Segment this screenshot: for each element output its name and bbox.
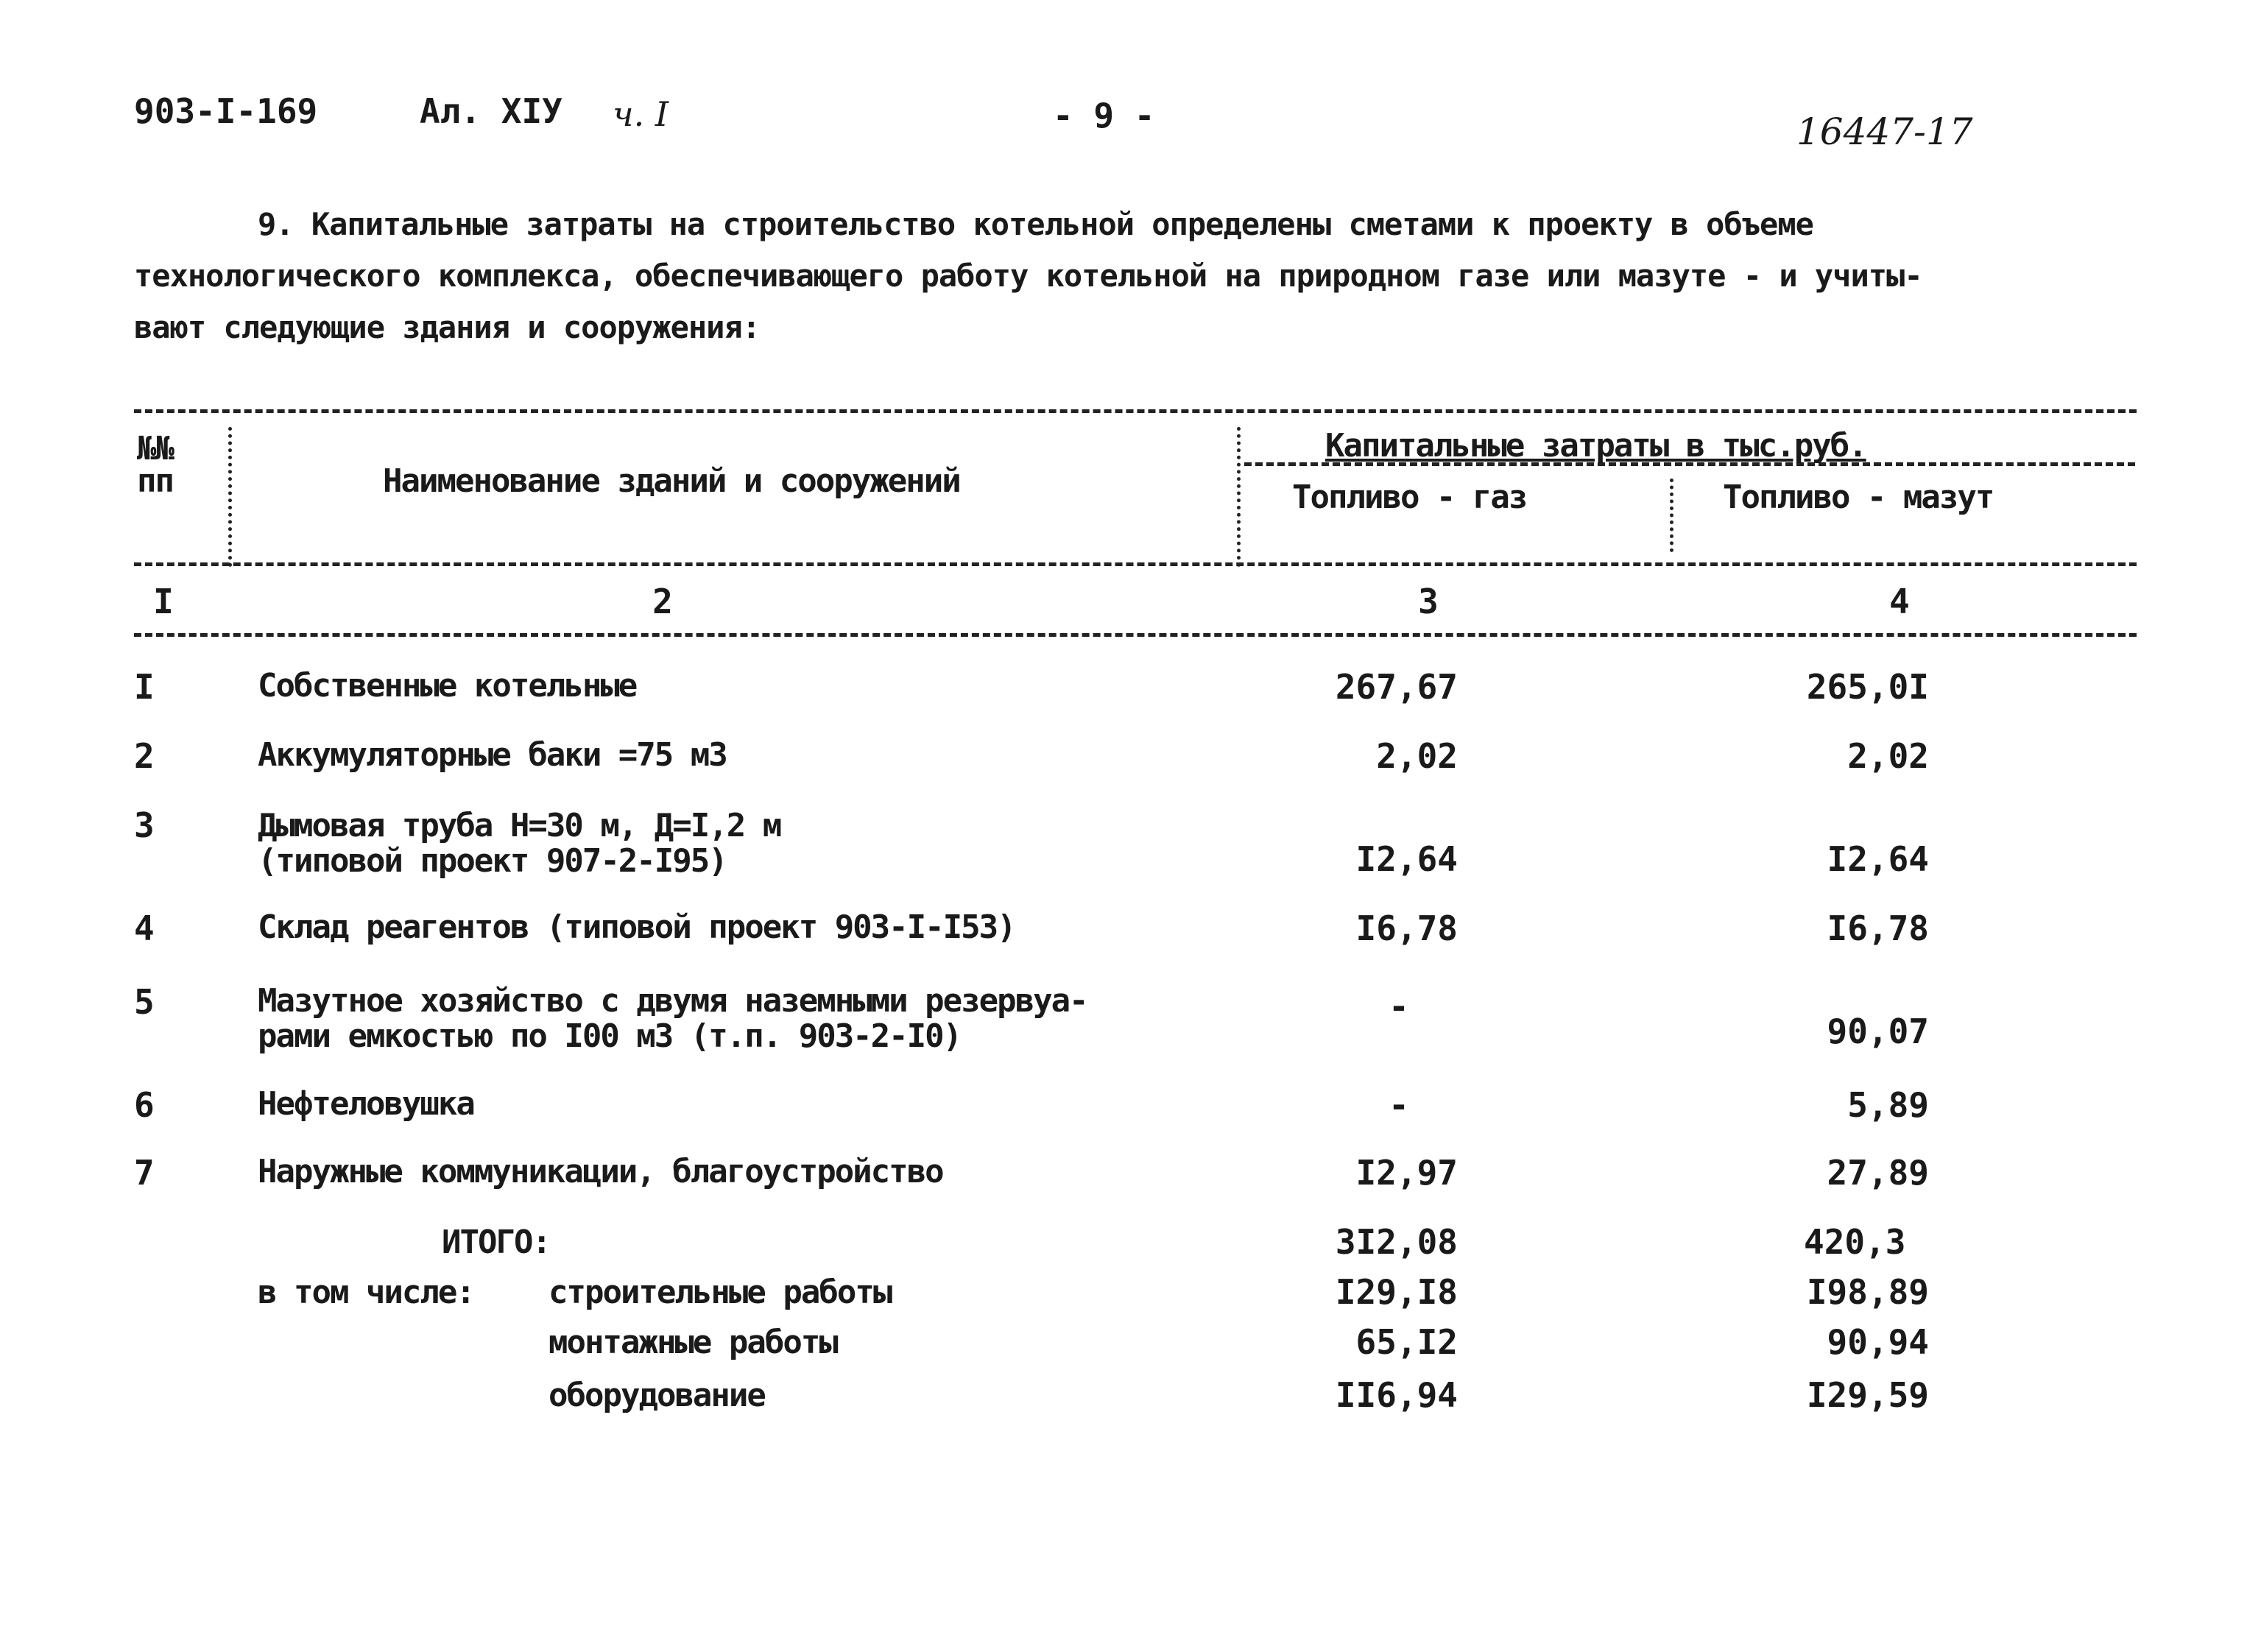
column-number: 2 [652,582,673,621]
breakdown-label: строительные работы [549,1274,892,1311]
breakdown-gas-cost: I29,I8 [1335,1272,1458,1312]
total-gas-cost: 3I2,08 [1335,1222,1458,1262]
breakdown-oil-cost: I29,59 [1806,1375,1929,1415]
row-number: I [134,667,155,707]
document-code: 903-I-169 [134,91,318,131]
row-oil-cost: 27,89 [1827,1153,1929,1193]
breakdown-gas-cost: 65,I2 [1355,1322,1458,1362]
breakdown-oil-cost: 90,94 [1827,1322,1929,1362]
row-gas-cost: - [1389,1085,1409,1125]
row-name: Наружные коммуникации, благоустройство [258,1153,943,1190]
row-name: Аккумуляторные баки =75 м3 [258,736,727,774]
col-no-header-line1: №№ [137,430,173,467]
col-gas-header: Топливо - газ [1292,479,1527,516]
breakdown-oil-cost: I98,89 [1806,1272,1929,1312]
total-oil-cost: 420,3 [1804,1222,1906,1262]
row-oil-cost: I6,78 [1827,908,1929,948]
header-bottom-rule [134,562,2137,566]
row-name-continuation: рами емкостью по I00 м3 (т.п. 903-2-I0) [258,1017,962,1055]
row-oil-cost: 5,89 [1847,1085,1929,1125]
album-part-handwritten: ч. I [613,94,669,134]
row-number: 3 [134,805,155,845]
row-number: 2 [134,736,155,776]
page-number: - 9 - [1053,96,1155,135]
row-oil-cost: 90,07 [1827,1012,1929,1051]
breakdown-gas-cost: II6,94 [1335,1375,1458,1415]
including-label: в том числе: [258,1274,474,1311]
paragraph-line-1: 9. Капитальные затраты на строительство котельной определены сметами к проекту в объеме [258,206,1813,242]
row-gas-cost: I2,97 [1355,1153,1458,1193]
breakdown-label: оборудование [549,1377,765,1414]
col-oil-header: Топливо - мазут [1723,479,1994,516]
row-oil-cost: 265,0I [1806,667,1929,707]
column-number: 3 [1418,582,1439,621]
row-name-continuation: (типовой проект 907-2-I95) [258,842,727,880]
sheet-code-handwritten: 16447-17 [1796,110,1973,153]
row-gas-cost: 267,67 [1335,667,1458,707]
column-divider-1 [228,427,232,567]
paragraph-line-3: вают следующие здания и сооружения: [134,309,761,345]
row-name: Нефтеловушка [258,1085,474,1123]
column-number: 4 [1889,582,1910,621]
column-number: I [153,582,174,621]
row-number: 7 [134,1153,155,1193]
row-name: Склад реагентов (типовой проект 903-I-I53) [258,908,1015,946]
row-number: 4 [134,908,155,948]
row-oil-cost: I2,64 [1827,839,1929,879]
row-gas-cost: - [1389,986,1409,1026]
column-divider-2 [1237,427,1241,567]
row-oil-cost: 2,02 [1847,736,1929,776]
col-no-header-line2: пп [137,462,173,500]
row-gas-cost: I2,64 [1355,839,1458,879]
breakdown-label: монтажные работы [549,1324,837,1361]
column-divider-3 [1670,479,1673,552]
col-name-header: Наименование зданий и сооружений [383,462,960,500]
table-top-rule [134,409,2137,413]
row-name: Мазутное хозяйство с двумя наземными резервуа- [258,982,1087,1020]
paragraph-line-2: технологического комплекса, обеспечивающего работу котельной на природном газе или мазуте - и учиты- [134,258,1922,294]
row-name: Собственные котельные [258,667,637,705]
row-name: Дымовая труба Н=30 м, Д=I,2 м [258,807,781,844]
cost-group-header: Капитальные затраты в тыс.руб. [1325,427,1866,465]
row-gas-cost: 2,02 [1376,736,1458,776]
column-numbers-rule [134,633,2137,637]
row-number: 6 [134,1085,155,1125]
row-number: 5 [134,982,155,1022]
total-label: ИТОГО: [442,1224,550,1261]
row-gas-cost: I6,78 [1355,908,1458,948]
album-label: Ал. XIУ [420,91,562,131]
